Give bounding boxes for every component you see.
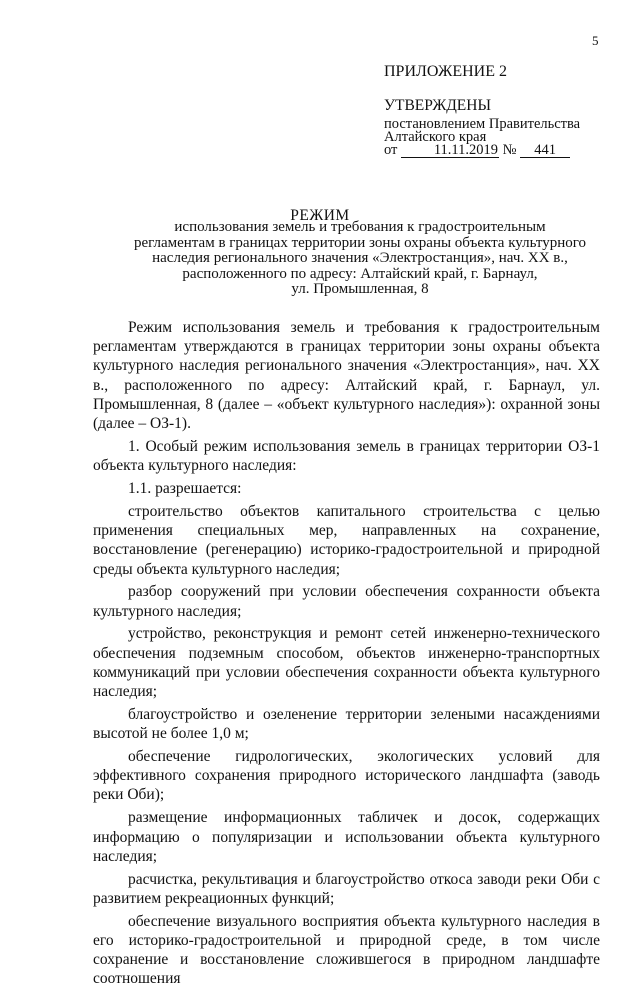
body-paragraph: обеспечение визуального восприятия объекта культурного наследия в его историко-градостроительной и природной среде, в том числе сохранение и восстановление сложившегося в природном ландшафте соотношения — [93, 912, 600, 988]
document-body — [93, 318, 600, 989]
approval-from-label: от — [384, 142, 398, 158]
body-paragraph: обеспечение гидрологических, экологических условий для эффективного сохранения природного исторического ландшафта (заводь реки Оби); — [93, 748, 600, 804]
approval-date-line — [384, 143, 570, 158]
body-paragraph: 1. Особый режим использования земель в границах территории ОЗ-1 объекта культурного наследия: — [93, 437, 600, 475]
approval-number: 441 — [520, 143, 570, 158]
approval-region: Алтайского края — [384, 129, 487, 145]
subheading-line: наследия регионального значения «Электростанция», нач. XX в., — [152, 250, 568, 266]
subheading-line: регламентам в границах территории зоны охраны объекта культурного — [133, 234, 587, 251]
approval-date: 11.11.2019 — [401, 143, 499, 158]
body-paragraph: благоустройство и озеленение территории зелеными насаждениями высотой не более 1,0 м; — [93, 705, 600, 743]
approval-number-sign: № — [502, 142, 517, 158]
body-paragraph: размещение информационных табличек и досок, содержащих информацию о популяризации и использовании объекта культурного наследия; — [93, 809, 600, 865]
subheading-line: использования земель и требования к градостроительным — [174, 219, 546, 235]
body-paragraph: разбор сооружений при условии обеспечения сохранности объекта культурного наследия; — [93, 583, 600, 620]
body-paragraph: строительство объектов капитального строительства с целью применения специальных мер, направленных на сохранение, восстановление (регенерацию) историко-градостроительной и природной среды объекта культурного наследия; — [93, 502, 600, 578]
body-paragraph: устройство, реконструкция и ремонт сетей инженерно-технического обеспечения подземным способом, объектов инженерно-транспортных коммуникаций при условии обеспечения сохранности объекта культурного наследия; — [93, 625, 600, 701]
approval-heading: УТВЕРЖДЕНЫ — [384, 97, 491, 114]
subheading-line: расположенного по адресу: Алтайский край, г. Барнаул, — [182, 265, 538, 282]
approval-authority: постановлением Правительства — [384, 116, 581, 132]
appendix-title: ПРИЛОЖЕНИЕ 2 — [384, 63, 508, 80]
body-paragraph: Режим использования земель и требования к градостроительным регламентам утверждаются в границах территории зоны охраны объекта культурного наследия регионального значения «Электростанция», нач. XX в., расположенного по адресу: Алтайский край, г. Барнаул, ул. Промышленная, 8 (далее – «объект культурного наследия»): охранной зоны (далее – ОЗ-1). — [93, 319, 600, 433]
body-paragraph: расчистка, рекультивация и благоустройство откоса заводи реки Оби с развитием рекреационных функций; — [93, 870, 600, 907]
document-heading: РЕЖИМ — [290, 207, 350, 224]
page-number: 5 — [592, 33, 599, 48]
subheading-line: ул. Промышленная, 8 — [291, 281, 429, 297]
document-subheading — [100, 220, 620, 298]
body-paragraph: 1.1. разрешается: — [128, 480, 242, 497]
